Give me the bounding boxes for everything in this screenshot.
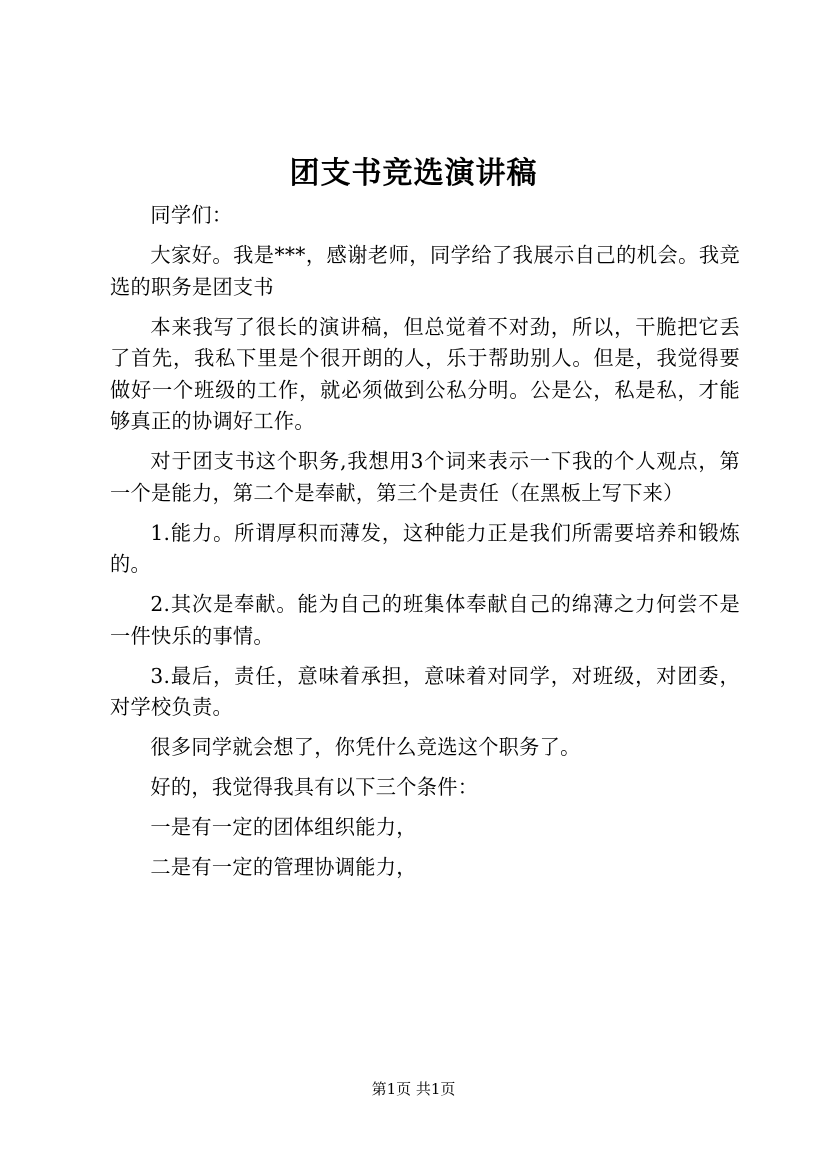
paragraph-ability: 1.能力。所谓厚积而薄发，这种能力正是我们所需要培养和锻炼的。 bbox=[110, 520, 740, 576]
paragraph-condition-one: 一是有一定的团体组织能力， bbox=[150, 815, 417, 839]
paragraph-question: 很多同学就会想了，你凭什么竞选这个职务了。 bbox=[150, 735, 581, 759]
paragraph-introduction: 大家好。我是***，感谢老师，同学给了我展示自己的机会。我竞选的职务是团支书 bbox=[110, 243, 740, 299]
paragraph-dedication: 2.其次是奉献。能为自己的班集体奉献自己的绵薄之力何尝不是一件快乐的事情。 bbox=[110, 592, 740, 648]
page-number-footer: 第1页 共1页 bbox=[371, 1080, 456, 1098]
document-title: 团支书竞选演讲稿 bbox=[289, 156, 538, 191]
paragraph-three-words: 对于团支书这个职务,我想用3个词来表示一下我的个人观点，第一个是能力，第二个是奉献，第三个是责任（在黑板上写下来） bbox=[110, 449, 740, 505]
paragraph-greeting: 同学们： bbox=[150, 203, 233, 227]
paragraph-conditions-intro: 好的，我觉得我具有以下三个条件： bbox=[150, 775, 479, 799]
paragraph-condition-two: 二是有一定的管理协调能力， bbox=[150, 855, 417, 879]
paragraph-responsibility: 3.最后，责任，意味着承担，意味着对同学，对班级，对团委，对学校负责。 bbox=[110, 663, 740, 719]
document-body bbox=[110, 200, 740, 892]
paragraph-personality: 本来我写了很长的演讲稿，但总觉着不对劲，所以，干脆把它丢了首先，我私下里是个很开朗的人，乐于帮助别人。但是，我觉得要做好一个班级的工作，就必须做到公私分明。公是公，私是私，才能够真正的协调好工作。 bbox=[110, 314, 740, 433]
